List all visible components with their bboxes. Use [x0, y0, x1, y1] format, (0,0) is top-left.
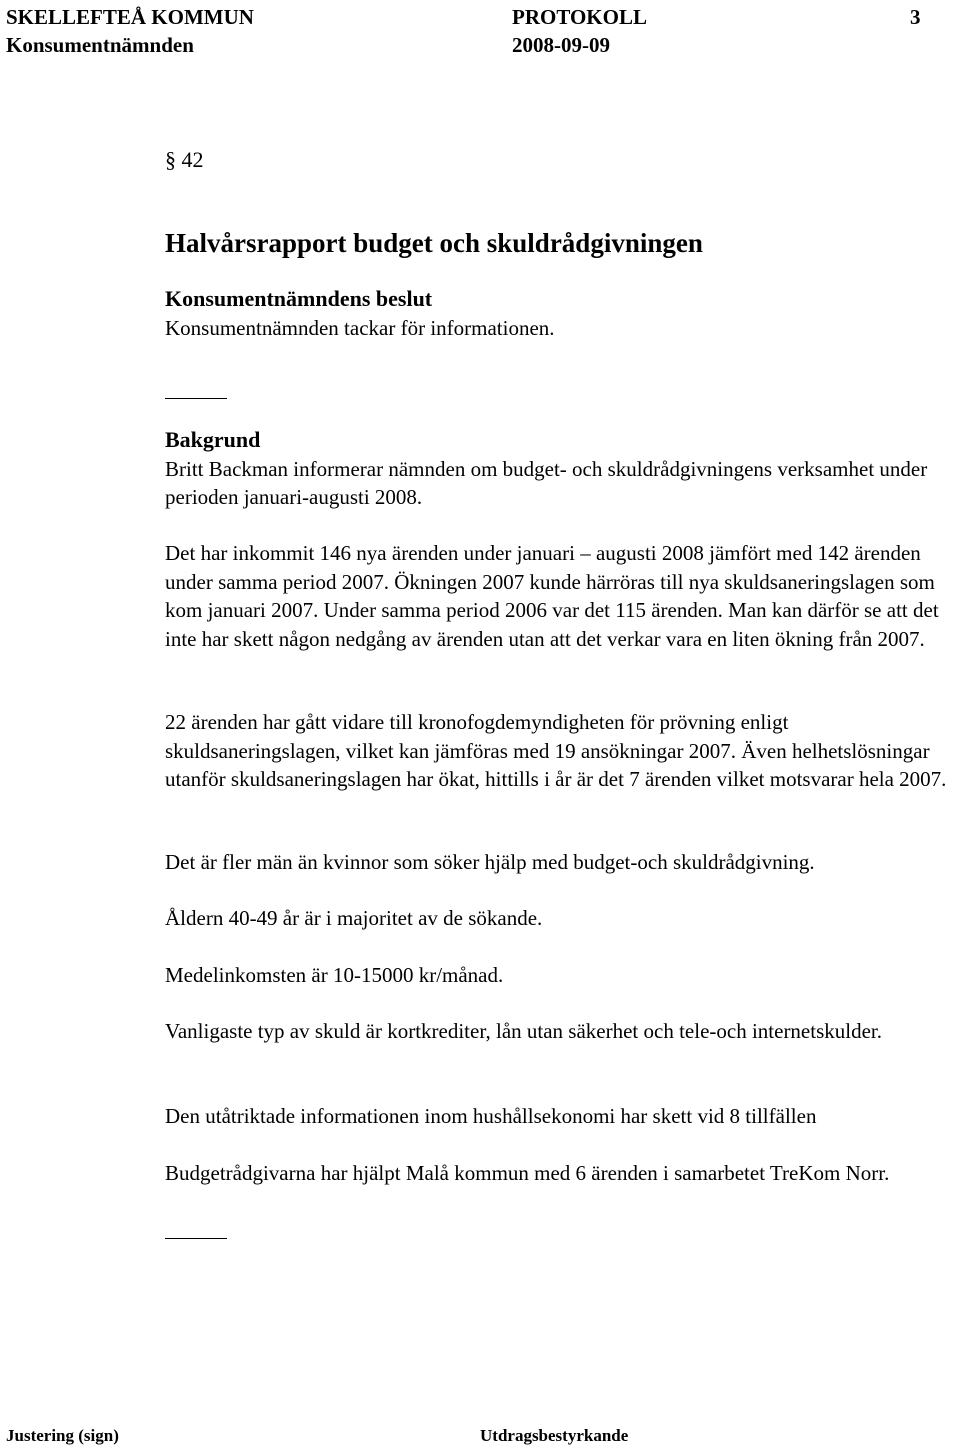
header-committee: Konsumentnämnden [6, 33, 194, 57]
background-paragraph-block [165, 848, 955, 877]
background-paragraph-block [165, 1102, 955, 1131]
section-title: Halvårsrapport budget och skuldrådgivningen [165, 228, 703, 258]
header-date: 2008-09-09 [512, 33, 610, 57]
background-paragraph: 22 ärenden har gått vidare till kronofogdemyndigheten för prövning enligt skuldsaneringslagen, vilket kan jämföras med 19 ansökningar 2007. Även helhetslösningar utanför skuldsaneringslagen har ökat, hittills i år är det 7 ärenden vilket motsvarar hela 2007. [165, 710, 947, 791]
background-paragraph: Det är fler män än kvinnor som söker hjälp med budget-och skuldrådgivning. [165, 850, 815, 874]
background-paragraph: Medelinkomsten är 10-15000 kr/månad. [165, 963, 504, 987]
header-document-type: PROTOKOLL [512, 5, 647, 29]
background-paragraph: Den utåtriktade informationen inom hushållsekonomi har skett vid 8 tillfällen [165, 1104, 817, 1128]
decision-heading: Konsumentnämndens beslut [165, 286, 433, 311]
section-number: § 42 [165, 147, 204, 172]
background-paragraph-block [165, 1159, 955, 1188]
footer-justering: Justering (sign) [6, 1426, 119, 1445]
separator-rule [165, 398, 227, 399]
background-paragraph: Det har inkommit 146 nya ärenden under januari – augusti 2008 jämfört med 142 ärenden under samma period 2007. Ökningen 2007 kunde härröras till nya skuldsaneringslagen som kom januari 2007. Under samma period 2006 var det 115 ärenden. Man kan därför se att det inte har skett någon nedgång av ärenden utan att det verkar vara en liten ökning från 2007. [165, 541, 939, 651]
separator-rule [165, 1238, 227, 1239]
decision-text: Konsumentnämnden tackar för informationen. [165, 315, 555, 340]
background-heading: Bakgrund [165, 427, 261, 452]
background-paragraph: Åldern 40-49 år är i majoritet av de sökande. [165, 906, 543, 930]
header-organization: SKELLEFTEÅ KOMMUN [6, 5, 254, 29]
background-paragraph-block [165, 961, 955, 990]
footer-utdragsbestyrkande: Utdragsbestyrkande [480, 1426, 629, 1445]
background-paragraph: Britt Backman informerar nämnden om budget- och skuldrådgivningens verksamhet under perioden januari-augusti 2008. [165, 456, 928, 509]
decision-block [165, 285, 955, 342]
background-paragraph-block [165, 1017, 955, 1046]
background-paragraph-block [165, 904, 955, 933]
background-paragraph: Budgetrådgivarna har hjälpt Malå kommun med 6 ärenden i samarbetet TreKom Norr. [165, 1161, 890, 1185]
header-page-number: 3 [910, 5, 921, 29]
background-paragraph: Vanligaste typ av skuld är kortkrediter, lån utan säkerhet och tele-och internetskulder. [165, 1019, 883, 1043]
background-paragraph-block [165, 539, 955, 653]
background-heading-block [165, 426, 955, 512]
background-paragraph-block [165, 708, 955, 794]
